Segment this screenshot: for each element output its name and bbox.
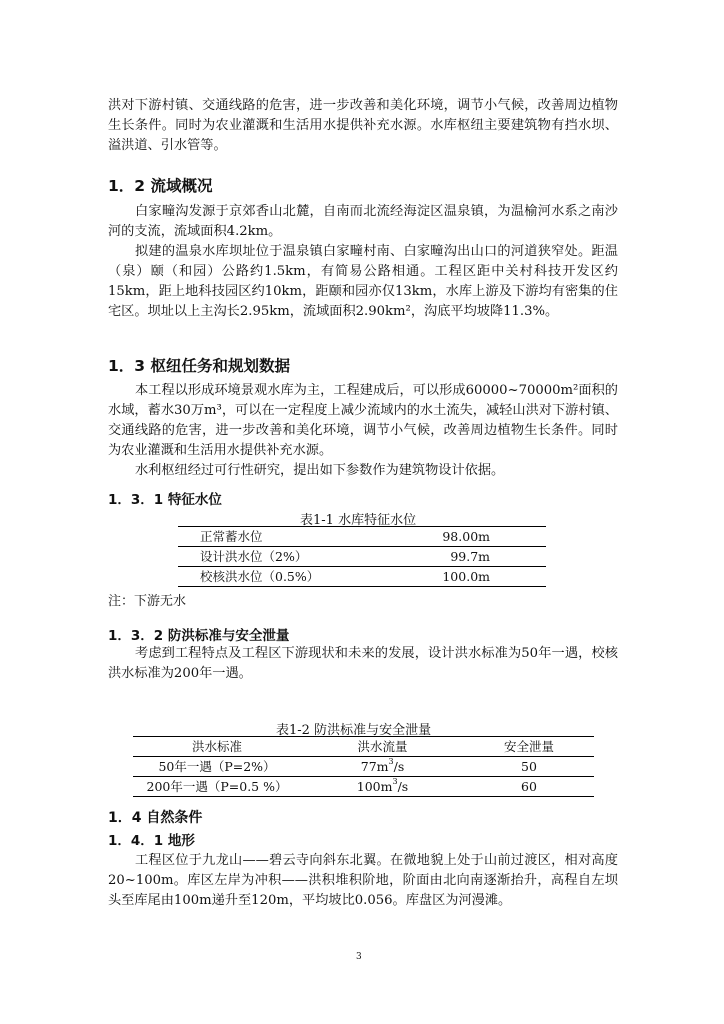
- column-header: 洪水流量: [301, 737, 464, 757]
- basin-paragraph-1: [108, 202, 618, 242]
- table1-note: 注：下游无水: [108, 594, 187, 609]
- flow-superscript: 3: [388, 757, 394, 766]
- table-cell: [301, 757, 464, 777]
- task-paragraph-1: 本工程以形成环境景观水库为主，工程建成后，可以形成60000~70000m²面积的水域，蓄水30万m³，可以在一定程度上减少流域内的水土流失，减轻山洪对下游村镇、交通线路的危害，进一步改善和美化环境，调节小气候，改善周边植物生长条件。同时为农业灌溉和生活用水提供补充水源。: [108, 383, 618, 458]
- flow-value: 100m: [356, 779, 393, 794]
- table-header-row: [133, 737, 594, 757]
- table-row: [133, 757, 594, 777]
- terrain-paragraph: 工程区位于九龙山——碧云寺向斜东北翼。在微地貌上处于山前过渡区，相对高度20~100m。库区左岸为冲积——洪积堆积阶地，阶面由北向南逐渐抬升，高程自左坝头至库尾由100m递升至120m，平均坡比0.056。库盘区为河漫滩。: [108, 853, 618, 908]
- basin-paragraph-1-text: 白家疃沟发源于京郊香山北麓，自南而北流经海淀区温泉镇，为温榆河水系之南沙河的支流，流域面积4.2km。: [108, 204, 618, 239]
- table-row: [133, 777, 594, 797]
- flood-standard-paragraph: 考虑到工程特点及工程区下游现状和未来的发展，设计洪水标准为50年一遇，校核洪水标准为200年一遇。: [108, 646, 618, 681]
- table-cell: 60: [464, 777, 594, 797]
- table1-caption: 表1-1 水库特征水位: [300, 513, 417, 528]
- task-paragraph-2: 水利枢纽经过可行性研究，提出如下参数作为建筑物设计依据。: [135, 463, 505, 478]
- table-characteristic-water-levels: [178, 526, 546, 587]
- table-cell: 98.00m: [410, 527, 546, 547]
- table-cell: 200年一遇（P=0.5 %）: [133, 777, 301, 797]
- heading-1-3-1: 1．3．1 特征水位: [108, 492, 222, 508]
- table-row: [178, 527, 546, 547]
- page-number: 3: [356, 952, 362, 962]
- table-cell: 设计洪水位（2%）: [178, 547, 410, 567]
- heading-1-3: 1．3 枢纽任务和规划数据: [108, 357, 290, 375]
- heading-1-3-2: 1．3．2 防洪标准与安全泄量: [108, 628, 290, 644]
- basin-paragraph-2: 拟建的温泉水库坝址位于温泉镇白家疃村南、白家疃沟出山口的河道狭窄处。距温（泉）颐（和园）公路约1.5km，有简易公路相通。工程区距中关村科技开发区约15km，距上地科技园区约10km，距颐和园亦仅13km，水库上游及下游均有密集的住宅区。坝址以上主沟长2.95km，流域面积2.90km²，沟底平均坡降11.3%。: [108, 244, 618, 319]
- table-cell: 50年一遇（P=2%）: [133, 757, 301, 777]
- table-cell: 100.0m: [410, 567, 546, 587]
- table2-caption: 表1-2 防洪标准与安全泄量: [276, 723, 432, 738]
- table-cell: 正常蓄水位: [178, 527, 410, 547]
- table-flood-standard: [133, 736, 594, 797]
- table-cell: 50: [464, 757, 594, 777]
- flow-value: 77m: [360, 759, 389, 774]
- table-row: [178, 567, 546, 587]
- heading-1-4-1: 1．4．1 地形: [108, 833, 195, 849]
- table-row: [178, 547, 546, 567]
- column-header: 洪水标准: [133, 737, 301, 757]
- flow-unit: /s: [393, 759, 405, 774]
- heading-1-4: 1．4 自然条件: [108, 810, 203, 826]
- table-cell: 99.7m: [410, 547, 546, 567]
- intro-paragraph: 洪对下游村镇、交通线路的危害，进一步改善和美化环境，调节小气候，改善周边植物生长条件。同时为农业灌溉和生活用水提供补充水源。水库枢纽主要建筑物有挡水坝、溢洪道、引水管等。: [108, 98, 618, 153]
- flow-unit: /s: [397, 779, 409, 794]
- flow-superscript: 3: [392, 777, 398, 786]
- table-cell: [301, 777, 464, 797]
- table-cell: 校核洪水位（0.5%）: [178, 567, 410, 587]
- heading-1-2: 1．2 流域概况: [108, 177, 213, 195]
- column-header: 安全泄量: [464, 737, 594, 757]
